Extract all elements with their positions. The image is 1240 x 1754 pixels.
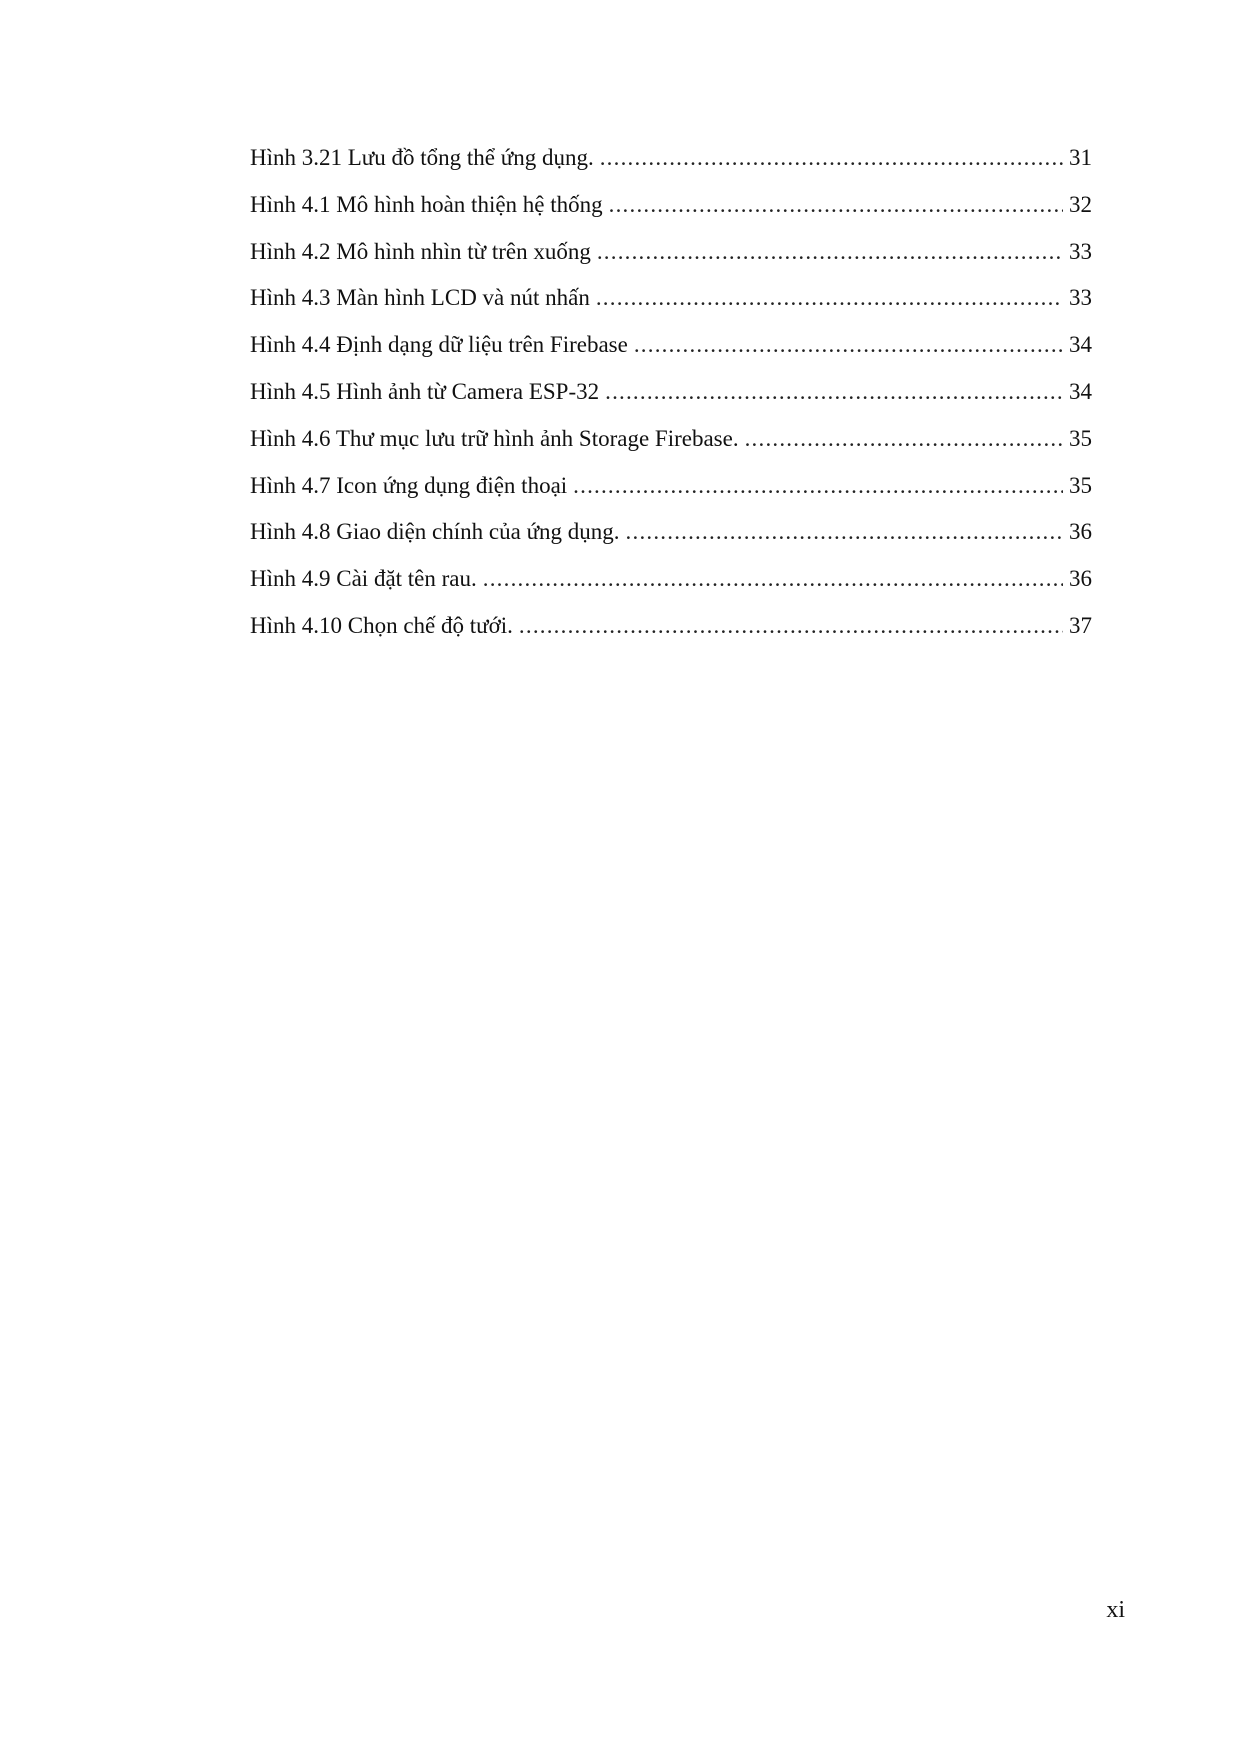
dot-leader [597, 237, 1063, 267]
toc-entry[interactable] [250, 283, 1092, 330]
dot-leader [573, 471, 1063, 501]
toc-entry[interactable] [250, 471, 1092, 518]
dot-leader [745, 424, 1063, 454]
toc-entry-title: Hình 4.7 Icon ứng dụng điện thoại [250, 472, 568, 498]
toc-entry-page: 34 [1069, 332, 1092, 358]
toc-entry-page: 35 [1069, 472, 1092, 498]
toc-entry-title: Hình 4.6 Thư mục lưu trữ hình ảnh Storage Firebase. [250, 425, 739, 451]
dot-leader [596, 283, 1063, 313]
toc-entry[interactable] [250, 377, 1092, 424]
toc-entry-title: Hình 4.2 Mô hình nhìn từ trên xuống [250, 238, 591, 264]
toc-entry[interactable] [250, 330, 1092, 377]
toc-entry-page: 31 [1069, 145, 1092, 170]
dot-leader [609, 190, 1063, 220]
toc-entry-page: 37 [1069, 612, 1092, 638]
toc-entry-title: Hình 3.21 Lưu đồ tổng thể ứng dụng. [250, 145, 594, 170]
toc-entry[interactable] [250, 517, 1092, 564]
toc-entry-title: Hình 4.1 Mô hình hoàn thiện hệ thống [250, 191, 603, 217]
toc-entry-title: Hình 4.3 Màn hình LCD và nút nhấn [250, 285, 590, 311]
toc-entry-page: 34 [1069, 378, 1092, 404]
toc-entry[interactable] [250, 143, 1092, 190]
dot-leader [605, 377, 1063, 407]
dot-leader [519, 611, 1063, 641]
toc-entry[interactable] [250, 611, 1092, 658]
toc-entry[interactable] [250, 424, 1092, 471]
toc-entry-title: Hình 4.5 Hình ảnh từ Camera ESP-32 [250, 378, 600, 404]
toc-entry-page: 33 [1069, 238, 1092, 264]
toc-entry[interactable] [250, 190, 1092, 237]
toc-entry-page: 36 [1069, 519, 1092, 545]
list-of-figures [250, 143, 1092, 658]
toc-entry-title: Hình 4.4 Định dạng dữ liệu trên Firebase [250, 332, 628, 358]
dot-leader [483, 564, 1063, 594]
toc-entry-title: Hình 4.8 Giao diện chính của ứng dụng. [250, 519, 620, 545]
dot-leader [600, 143, 1063, 173]
toc-entry-page: 33 [1069, 285, 1092, 311]
toc-entry[interactable] [250, 237, 1092, 284]
toc-entry-title: Hình 4.10 Chọn chế độ tưới. [250, 612, 513, 638]
toc-entry-page: 36 [1069, 566, 1092, 592]
dot-leader [626, 517, 1063, 547]
page-number: xi [1106, 1597, 1125, 1623]
toc-entry-page: 35 [1069, 425, 1092, 451]
toc-entry-title: Hình 4.9 Cài đặt tên rau. [250, 566, 477, 592]
dot-leader [634, 330, 1063, 360]
toc-entry-page: 32 [1069, 191, 1092, 217]
toc-entry[interactable] [250, 564, 1092, 611]
